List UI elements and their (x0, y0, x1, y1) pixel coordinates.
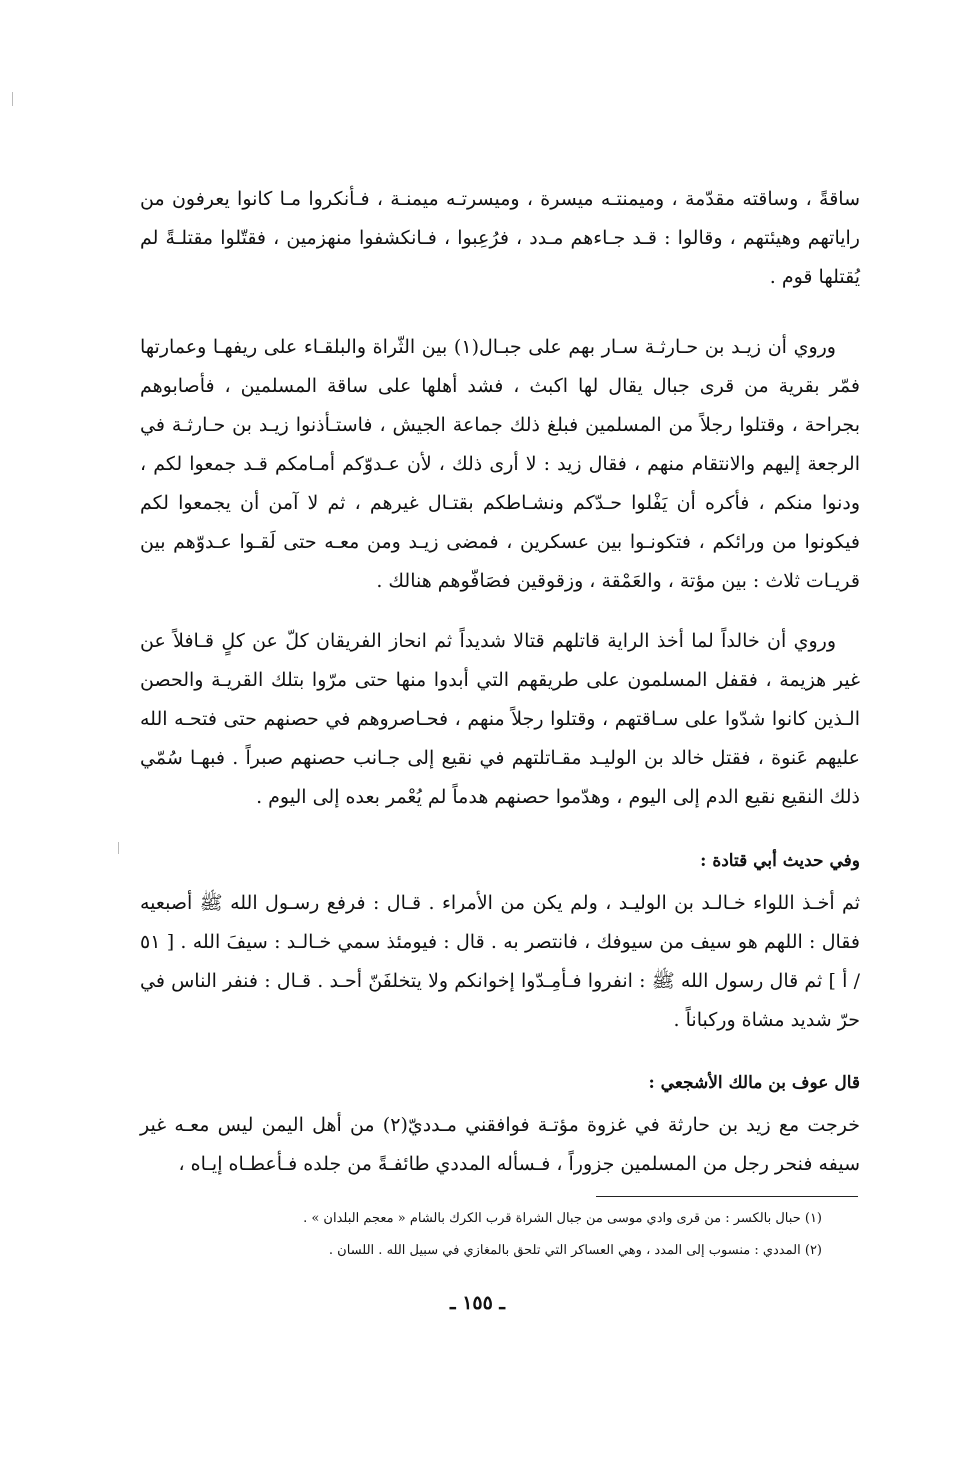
paragraph-text: وروي أن زيـد بن حـارثـة سـار بهم على جبـال(١) بين الثّراة والبلقـاء على ريفهـا وعمارتها فمّر بقرية من قرى جبال يقال لها اكبث ، فشد أهلها على ساقة المسلمين ، فأصابوهم بجراحة ، وقتلوا رجلاً من المسلمين فبلغ ذلك جماعة الجيش ، فاستـأذنوا زيـد بن حـارثـة في الرجعة إليهم والانتقام منهم ، فقال زيد : لا أرى ذلك ، لأن عـدوّكم أمـامكم قـد جمعوا لكم ، ودنوا منكم ، فأكره أن يَفْلوا حـدّكم ونشـاطكم بقتـال غيرهم ، ثم لا آمن أن يجمعوا لكم فيكونوا من ورائكم ، فتكونـوا بين عسكرين ، فمضى زيـد ومن معـه حتى لَقـوا عـدوّهم بين قريـات ثلاث : بين مؤتة ، والعَمْقة ، وزقوقين فصَافّوهم هنالك . (140, 336, 860, 592)
paragraph-text: ثم أخـذ اللواء خـالـد بن الوليـد ، ولم يكن من الأمراء . قـال : فرفع رسـول الله ﷺ أصبعيه فقال : اللهم هو سيف من سيوفك ، فانتصر به . قال : فيومئذ سمي خـالـد : سيفَ الله . [ ٥١ / أ ] ثم قال رسول الله ﷺ : انفروا فـأمِـدّوا إخوانكم ولا يتخلفَنّ أحـد . قـال : فنفر الناس في حرّ شديد مشاة وركباناً . (140, 892, 860, 1031)
paragraph-awf (140, 1106, 860, 1184)
paragraph-text: وروي أن خالداً لما أخذ الراية قاتلهم قتالا شديداً ثم انحاز الفريقان كلّ عن كلٍ قـافلاً عن غير هزيمة ، فقفل المسلمون على طريقهم التي أبدوا منها حتى مرّوا بتلك القريـة والحصن الـذين كانوا شدّوا على سـاقتهم ، وقتلوا رجلاً منهم ، فحـاصروهم في حصنهم حتى فتحـه الله عليهم عَنوة ، فقتل خالد بن الوليـد مقـاتلتهم في نقيع إلى جـانب حصنهم صبراً . فبهـا سُمّي ذلك النقيع نقيع الدم إلى اليوم ، وهدّموا حصنهم هدماً لم يُعْمر بعده إلى اليوم . (140, 630, 860, 808)
scan-mark (118, 842, 119, 854)
footnote-1: (١) حبال بالكسر : من قرى وادي موسى من جبال الشراة قرب الكرك بالشام « معجم البلدان » . (303, 1211, 822, 1226)
paragraph-text: ساقةً ، وساقته مقدّمة ، وميمنتـه ميسرة ، وميسرتـه ميمنـة ، فـأنكروا مـا كانوا يعرفون من راياتهم وهيئتهم ، وقالوا : قـد جـاءهم مـدد ، فرُعِبوا ، فـانكشفوا منهزمين ، فقتّلوا مقتلـةً لم يُقتلها قوم . (140, 188, 860, 288)
section-heading-abu-qatada: وفي حديث أبي قتادة : (700, 851, 860, 871)
paragraph-continuation (140, 180, 860, 297)
page-number: ـ ١٥٥ ـ (450, 1292, 505, 1314)
paragraph-khalid-banner (140, 622, 860, 817)
paragraph-zaid-march (140, 328, 860, 601)
footnote-2: (٢) المددي : منسوب إلى المدد ، وهي العساكر التي تلحق بالمغازي في سبيل الله . اللسان . (328, 1243, 822, 1258)
section-heading-awf: قال عوف بن مالك الأشجعي : (648, 1073, 860, 1093)
paragraph-text: خرجت مع زيد بن حارثة في غزوة مؤتـة فوافقني مـدديّ(٢) من أهل اليمن ليس معـه غير سيفه فنحر رجل من المسلمين جزوراً ، فـسأله المددي طائفـةً من جلده فـأعطـاه إيـاه ، (140, 1114, 860, 1175)
paragraph-abu-qatada (140, 884, 860, 1040)
scan-mark (12, 92, 13, 106)
footnote-divider (596, 1196, 858, 1197)
